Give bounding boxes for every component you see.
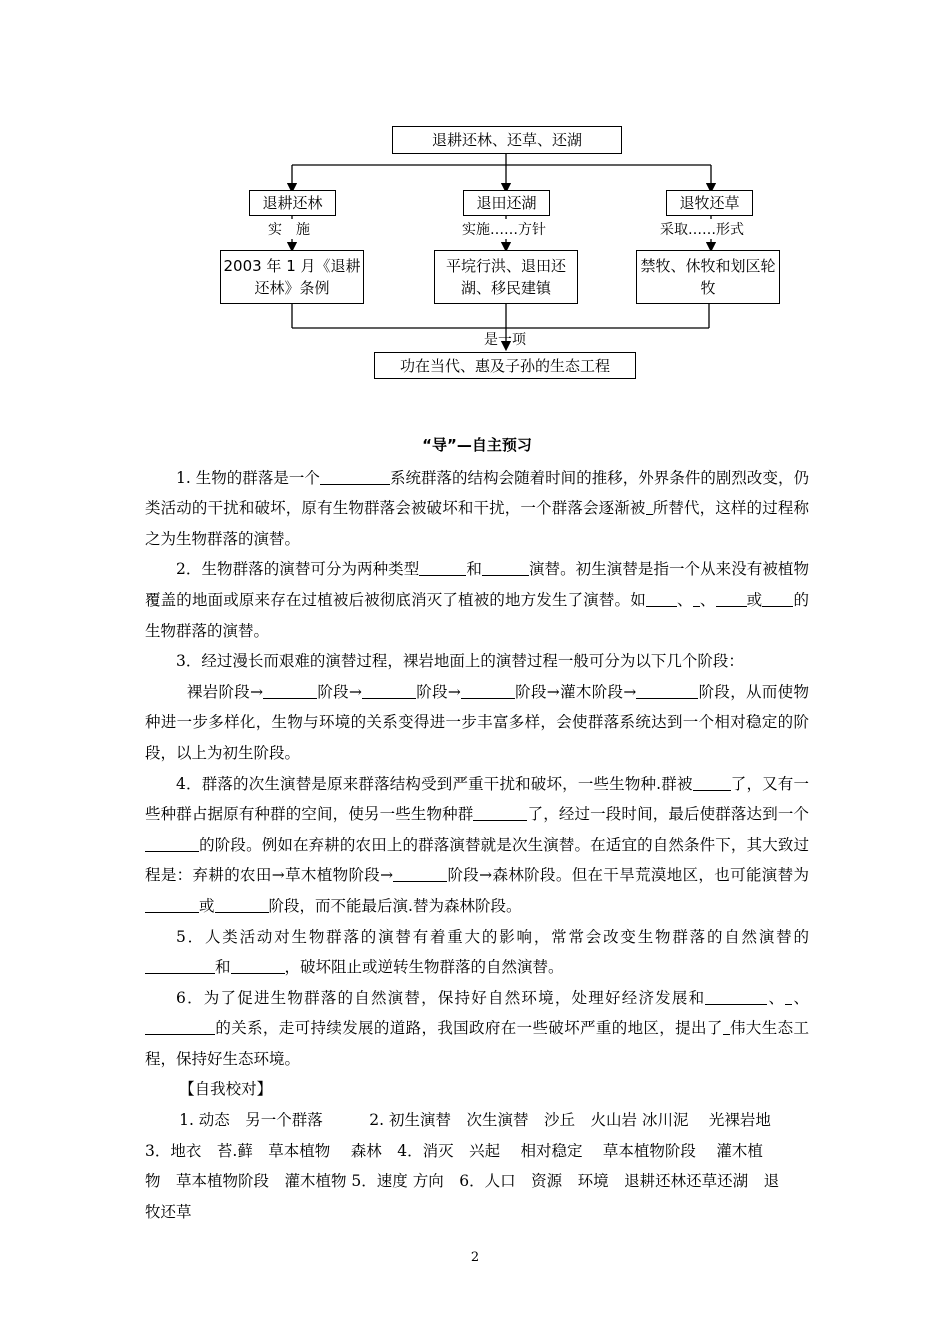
diagram-bottom-text: 功在当代、惠及子孙的生态工程 — [399, 356, 610, 375]
blank[interactable] — [705, 986, 767, 1005]
blank[interactable] — [646, 496, 653, 515]
question-4: 4．群落的次生演替是原来群落结构受到严重干扰和破坏，一些生物种.群被 了，又有一些种群占据原有种群的空间，使另一些生物种群 了，经过一段时间，最后使群落达到一个的阶段。例如在弃耕的农田上的群落演替就是次生演替。在适宜的自然条件下，其大致过程是：弃耕的农田→草木植物阶段→ 阶段→森林阶段。但在干旱荒漠地区，也可能演替为或 阶段，而不能最后演.替为森林阶段。 — [145, 769, 809, 922]
blank[interactable] — [762, 588, 793, 607]
blank[interactable] — [145, 955, 215, 974]
blank[interactable] — [145, 833, 199, 852]
diagram-bottom-box — [374, 352, 636, 379]
answer-line: 牧还草 — [145, 1202, 192, 1221]
blank[interactable] — [693, 772, 731, 791]
blank[interactable] — [263, 680, 317, 699]
answer-line: 1. 动态 另一个群落 2. 初生演替 次生演替 沙丘 火山岩 冰川泥 光裸岩地 — [179, 1111, 771, 1130]
preview-section — [145, 430, 809, 1227]
branch-label-grass: 采取……形式 — [660, 219, 744, 239]
branch-box-forest — [249, 190, 336, 216]
answer-line: 物 草本植物阶段 灌木植物 5．速度 方向 6．人口 资源 环境 退耕还林还草还湖 退 — [145, 1172, 780, 1191]
detail-text-grass: 禁牧、休牧和划区轮牧 — [640, 257, 776, 297]
branch-box-lake — [463, 190, 550, 216]
detail-text-forest: 2003 年 1 月《退耕还林》条例 — [223, 257, 361, 297]
blank[interactable] — [482, 557, 529, 576]
diagram-top-box — [392, 126, 622, 154]
question-2: 2．生物群落的演替可分为两种类型 和 演替。初生演替是指一个从来没有被植物覆盖的地面或原来存在过植被后被彻底消灭了植被的地方发生了演替。如 、 、 或 的生物群落的演替。 — [145, 554, 809, 646]
blank[interactable] — [461, 680, 515, 699]
blank[interactable] — [145, 1016, 215, 1035]
branch-name-grass: 退牧还草 — [679, 194, 740, 212]
branch-name-forest: 退耕还林 — [262, 194, 323, 212]
blank[interactable] — [693, 588, 700, 607]
detail-box-grass — [636, 250, 780, 304]
blank[interactable] — [231, 955, 285, 974]
blank[interactable] — [145, 894, 199, 913]
blank[interactable] — [393, 863, 447, 882]
branch-label-forest: 实 施 — [268, 219, 310, 239]
branch-label-lake: 实施……方针 — [462, 219, 546, 239]
blank[interactable] — [215, 894, 269, 913]
blank[interactable] — [419, 557, 466, 576]
blank[interactable] — [716, 588, 747, 607]
blank[interactable] — [646, 588, 677, 607]
question-1: 1. 生物的群落是一个 系统群落的结构会随着时间的推移，外界条件的剧烈改变，仍类活动的干扰和破坏，原有生物群落会被破坏和干扰，一个群落会逐渐被 所替代，这样的过程称之为生物群落的演替。 — [145, 463, 809, 555]
question-6: 6．为了促进生物群落的自然演替，保持好自然环境，处理好经济发展和 、 、的关系，走可持续发展的道路，我国政府在一些破坏严重的地区，提出了 伟大生态工程，保持好生态环境。 — [145, 983, 809, 1075]
question-5: 5．人类活动对生物群落的演替有着重大的影响，常常会改变生物群落的自然演替的和 ，破坏阻止或逆转生物群落的自然演替。 — [145, 922, 809, 983]
question-3: 3．经过漫长而艰难的演替过程，裸岩地面上的演替过程一般可分为以下几个阶段： — [176, 652, 744, 671]
self-check-title: 【自我校对】 — [179, 1080, 273, 1099]
detail-box-lake — [434, 250, 578, 304]
branch-box-grass — [666, 190, 753, 216]
branch-name-lake: 退田还湖 — [476, 194, 537, 212]
page-number: 2 — [470, 1250, 480, 1265]
answer-line: 3．地衣 苔.藓 草本植物 森林 4．消灭 兴起 相对稳定 草本植物阶段 灌木植 — [145, 1141, 763, 1160]
join-label: 是一项 — [484, 332, 526, 348]
detail-text-lake: 平垸行洪、退田还湖、移民建镇 — [445, 257, 566, 297]
blank[interactable] — [320, 466, 390, 485]
detail-box-forest — [220, 250, 364, 304]
blank[interactable] — [636, 680, 698, 699]
blank[interactable] — [473, 802, 527, 821]
question-3-stages: 裸岩阶段→ 阶段→ 阶段→ 阶段→灌木阶段→ 阶段，从而使物种进一步多样化，生物与环境的关系变得进一步丰富多样，会使群落系统达到一个相对稳定的阶段，以上为初生阶段。 — [145, 677, 809, 769]
diagram-top-text: 退耕还林、还草、还湖 — [431, 131, 582, 149]
blank[interactable] — [723, 1016, 730, 1035]
blank[interactable] — [362, 680, 416, 699]
self-check — [145, 1074, 809, 1227]
section-title: “导”—自主预习 — [422, 436, 532, 454]
